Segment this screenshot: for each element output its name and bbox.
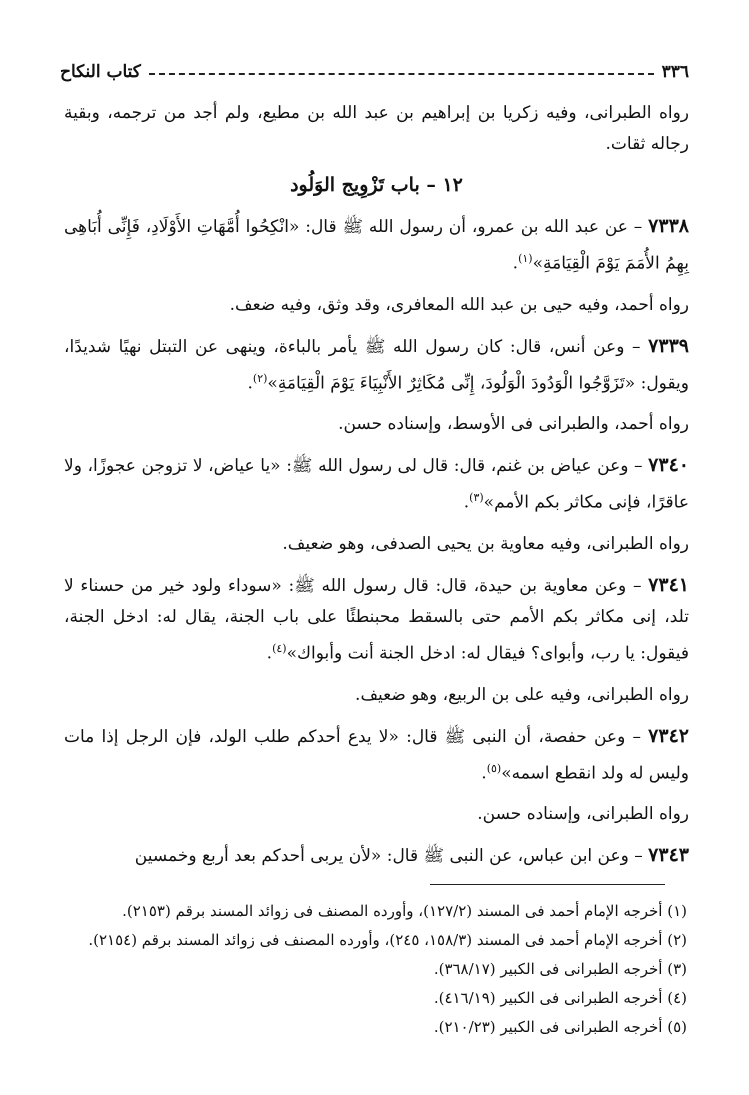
narration-note: رواه الطبرانى، وفيه معاوية بن يحيى الصدفى، وهو ضعيف. [282, 533, 689, 554]
hadith-7339: ٧٣٣٩ – وعن أنس، قال: كان رسول الله ﷺ يأمر بالباءة، وينهى عن التبتل نهيًا شديدًا، ويقول: «تَزَوَّجُوا الْوَدُودَ الْوَلُودَ، إِنِّى مُكَاثِرٌ الأَنْبِيَاءَ يَوْمَ الْقِيَامَةِ»$^{(٢)}$. [64, 334, 689, 394]
footnote-marker: (٥) [486, 761, 502, 775]
page-header [60, 62, 689, 82]
hadith-number: ٧٣٤٠ [648, 454, 689, 477]
footnote-2: (٢) أخرجه الإمام أحمد فى المسند (١٥٨/٣، ٢٤٥)، وأورده المصنف فى زوائد المسند برقم (٢١٥٤). [88, 931, 687, 949]
narration-note: رواه أحمد، وفيه حيى بن عبد الله المعافرى، وقد وثق، وفيه ضعف. [229, 294, 689, 315]
footnotes [64, 898, 687, 1043]
footnote-marker: (٣) [469, 491, 484, 505]
narration-note: رواه الطبرانى، وفيه زكريا بن إبراهيم بن عبد الله بن مطيع، ولم أجد من ترجمه، وبقية رجاله ثقات. [64, 103, 689, 154]
hadith-number: ٧٣٣٨ [648, 215, 689, 237]
hadith-7343 [64, 840, 689, 872]
hadith-text: – وعن ابن عباس، عن النبى ﷺ قال: «لأن يربى أحدكم بعد أربع وخمسين [134, 846, 649, 867]
book-title: كتاب النكاح [60, 62, 141, 82]
hadith-text: – وعن حفصة، أن النبى ﷺ قال: «لا يدع أحدكم طلب الولد، فإن الرجل إذا مات وليس له ولد انقطع اسمه» [64, 726, 689, 784]
hadith-text: – وعن عياض بن غنم، قال: قال لى رسول الله ﷺ: «يا عياض، لا تزوجن عجوزًا، ولا عاقرًا، فإنى مكاثر بكم الأمم» [64, 456, 689, 513]
hadith-number: ٧٣٤٢ [648, 724, 689, 747]
hadith-number: ٧٣٣٩ [648, 334, 689, 357]
hadith-7340: ٧٣٤٠ – وعن عياض بن غنم، قال: قال لى رسول الله ﷺ: «يا عياض، لا تزوجن عجوزًا، ولا عاقرًا، فإنى مكاثر بكم الأمم»$^{(٣)}$. [64, 454, 689, 513]
main-text [64, 98, 689, 882]
footnote-marker: (٢) [252, 371, 268, 385]
footnote-marker: (١) [518, 252, 533, 265]
narration-note: رواه أحمد، والطبرانى فى الأوسط، وإسناده حسن. [338, 414, 689, 435]
narration-note: رواه الطبرانى، وفيه على بن الربيع، وهو ضعيف. [355, 684, 689, 705]
page-number: ٣٣٦ [661, 62, 689, 82]
footnote-4: (٤) أخرجه الطبرانى فى الكبير (٤١٦/١٩). [433, 989, 687, 1007]
hadith-text: – وعن أنس، قال: كان رسول الله ﷺ يأمر بالباءة، وينهى عن التبتل نهيًا شديدًا، ويقول: «تَزَوَّجُوا الْوَدُودَ الْوَلُودَ، إِنِّى مُكَاثِرٌ الأَنْبِيَاءَ يَوْمَ الْقِيَامَةِ» [64, 336, 689, 394]
header-dashed-rule [149, 73, 654, 75]
footnote-3: (٣) أخرجه الطبرانى فى الكبير (٣٦٨/١٧). [433, 960, 687, 978]
narration-note: رواه الطبرانى، وإسناده حسن. [477, 804, 689, 825]
hadith-number: ٧٣٤٣ [648, 844, 689, 867]
footnote-divider [430, 884, 665, 885]
hadith-text: – وعن معاوية بن حيدة، قال: قال رسول الله ﷺ: «سوداء ولود خير من حسناء لا تلد، إنى مكاثر بكم الأمم حتى بالسقط محبنطئًا على باب الجنة، يقال له: ادخل الجنة، فيقول: يا رب، وأبواى؟ فيقال له: ادخل الجنة أنت وأبواك» [64, 575, 689, 664]
footnote-1: (١) أخرجه الإمام أحمد فى المسند (١٢٧/٢)، وأورده المصنف فى زوائد المسند برقم (٢١٥٣). [122, 902, 687, 920]
hadith-number: ٧٣٤١ [648, 573, 689, 596]
footnote-5: (٥) أخرجه الطبرانى فى الكبير (٢١٠/٢٣). [433, 1018, 687, 1036]
hadith-7338: ٧٣٣٨ – عن عبد الله بن عمرو، أن رسول الله ﷺ قال: «انْكِحُوا أُمَّهَاتِ الأَوْلَادِ، فَإِنِّى أُبَاهِى بِهِمُ الأُمَمَ يَوْمَ الْقِيَامَةِ»$^{(١)}$. [64, 215, 689, 274]
hadith-7342: ٧٣٤٢ – وعن حفصة، أن النبى ﷺ قال: «لا يدع أحدكم طلب الولد، فإن الرجل إذا مات وليس له ولد انقطع اسمه»$^{(٥)}$. [64, 724, 689, 784]
hadith-text: – عن عبد الله بن عمرو، أن رسول الله ﷺ قال: «انْكِحُوا أُمَّهَاتِ الأَوْلَادِ، فَإِنِّى أُبَاهِى بِهِمُ الأُمَمَ يَوْمَ الْقِيَامَةِ» [64, 217, 689, 274]
chapter-heading: ١٢ – باب تَزْوِيج الوَلُود [290, 174, 463, 196]
hadith-7341: ٧٣٤١ – وعن معاوية بن حيدة، قال: قال رسول الله ﷺ: «سوداء ولود خير من حسناء لا تلد، إنى مكاثر بكم الأمم حتى بالسقط محبنطئًا على باب الجنة، يقال له: ادخل الجنة، فيقول: يا رب، وأبواى؟ فيقال له: ادخل الجنة أنت وأبواك»$^{(٤)}$. [64, 573, 689, 664]
footnote-marker: (٤) [272, 641, 287, 655]
